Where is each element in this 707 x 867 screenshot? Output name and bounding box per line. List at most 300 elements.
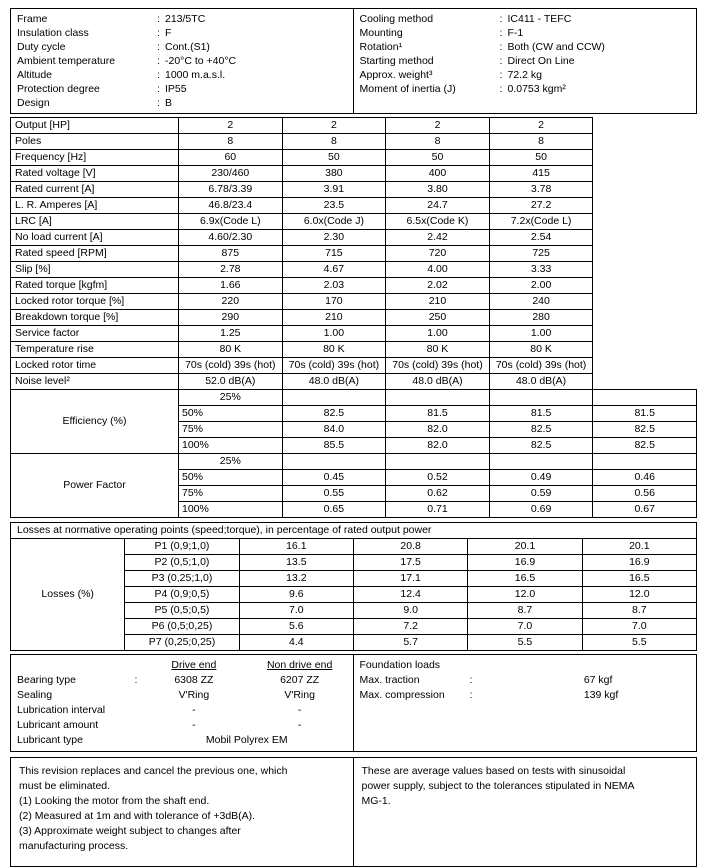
header-separator: : <box>157 13 160 25</box>
row-value: 12.0 <box>468 587 582 603</box>
row-value: 0.69 <box>489 502 593 518</box>
header-separator: : <box>157 55 160 67</box>
row-value: 13.2 <box>239 571 353 587</box>
foundation-row <box>354 688 697 703</box>
header-value: F-1 <box>507 27 524 39</box>
header-label: Frame <box>17 13 48 25</box>
row-label: Frequency [Hz] <box>11 150 179 166</box>
header-separator: : <box>499 69 503 81</box>
table-row <box>11 342 697 358</box>
foundation-row <box>354 703 697 718</box>
row-value: 1.25 <box>179 326 283 342</box>
row-value: 170 <box>282 294 386 310</box>
row-label: Service factor <box>11 326 179 342</box>
header-row <box>11 96 353 110</box>
row-label: Noise level² <box>11 374 179 390</box>
note-line: These are average values based on tests with sinusoidal <box>361 765 626 777</box>
row-value: 13.5 <box>239 555 353 571</box>
header-row <box>11 26 353 40</box>
row-value <box>489 390 593 406</box>
foundation-separator: : <box>469 674 473 686</box>
row-value: 70s (cold) 39s (hot) <box>179 358 283 374</box>
row-value: 6.78/3.39 <box>179 182 283 198</box>
row-value: 0.46 <box>593 470 697 486</box>
row-value: 2.02 <box>386 278 490 294</box>
row-value: 20.1 <box>582 539 696 555</box>
row-value: 2 <box>282 118 386 134</box>
row-value: 1.66 <box>179 278 283 294</box>
foundation-loads <box>354 655 697 751</box>
header-block <box>10 8 697 114</box>
foundation-row <box>354 673 697 688</box>
row-value: 5.5 <box>468 635 582 651</box>
header-row <box>354 82 697 96</box>
table-row <box>11 278 697 294</box>
row-value: 0.67 <box>593 502 697 518</box>
header-separator: : <box>499 55 503 67</box>
losses-point: P6 (0,5;0,25) <box>125 619 239 635</box>
row-value: 3.91 <box>282 182 386 198</box>
note-line: (2) Measured at 1m and with tolerance of +3dB(A). <box>19 810 256 822</box>
row-value: 50 <box>489 150 593 166</box>
row-value: 48.0 dB(A) <box>386 374 490 390</box>
row-value: 720 <box>386 246 490 262</box>
header-spacer <box>354 96 697 110</box>
row-value: 8 <box>179 134 283 150</box>
row-label: Rated torque [kgfm] <box>11 278 179 294</box>
bearings-label: Lubricant amount <box>17 719 99 731</box>
bearings-row <box>11 703 353 718</box>
table-row <box>11 374 697 390</box>
row-value: 12.4 <box>353 587 467 603</box>
row-value: 52.0 dB(A) <box>179 374 283 390</box>
row-value: 80 K <box>179 342 283 358</box>
header-separator: : <box>157 69 160 81</box>
row-value: 80 K <box>282 342 386 358</box>
bearings-label: Lubrication interval <box>17 704 106 716</box>
row-label: Breakdown torque [%] <box>11 310 179 326</box>
row-value: 0.65 <box>282 502 386 518</box>
header-row <box>354 54 697 68</box>
table-row <box>11 358 697 374</box>
table-row <box>11 134 697 150</box>
row-value: 4.4 <box>239 635 353 651</box>
header-value: B <box>165 97 173 109</box>
row-value: 2.00 <box>489 278 593 294</box>
header-label: Duty cycle <box>17 41 66 53</box>
row-value: 12.0 <box>582 587 696 603</box>
row-value: 6.9x(Code L) <box>179 214 283 230</box>
row-value: 80 K <box>489 342 593 358</box>
foundation-title: Foundation loads <box>359 659 441 671</box>
bearings-nondrive-value: 6207 ZZ <box>280 674 320 686</box>
row-value: 7.0 <box>582 619 696 635</box>
row-value: 46.8/23.4 <box>179 198 283 214</box>
table-row <box>11 246 697 262</box>
table-row <box>11 214 697 230</box>
row-value: 210 <box>386 294 490 310</box>
losses-point: P5 (0,5;0,5) <box>125 603 239 619</box>
row-value: 875 <box>179 246 283 262</box>
bearings-label: Sealing <box>17 689 53 701</box>
header-row <box>11 40 353 54</box>
row-label: Slip [%] <box>11 262 179 278</box>
row-value: 48.0 dB(A) <box>489 374 593 390</box>
row-value: 0.62 <box>386 486 490 502</box>
table-row <box>11 262 697 278</box>
column-header-drive-end: Drive end <box>171 659 217 671</box>
efficiency-percent: 25% <box>179 390 283 406</box>
row-label: Rated current [A] <box>11 182 179 198</box>
note-line: This revision replaces and cancel the previous one, which <box>19 765 288 777</box>
row-value: 5.7 <box>353 635 467 651</box>
row-value: 9.6 <box>239 587 353 603</box>
row-value: 220 <box>179 294 283 310</box>
power-factor-percent: 100% <box>179 502 283 518</box>
efficiency-percent: 100% <box>179 438 283 454</box>
row-value: 81.5 <box>489 406 593 422</box>
row-value: 7.0 <box>468 619 582 635</box>
row-label: Temperature rise <box>11 342 179 358</box>
header-value: 72.2 kg <box>507 69 542 81</box>
foundation-label: Max. compression <box>359 689 445 701</box>
note-line: must be eliminated. <box>19 780 111 792</box>
table-row <box>11 230 697 246</box>
header-value: -20°C to +40°C <box>165 55 237 67</box>
header-row <box>354 96 697 110</box>
losses-title: Losses at normative operating points (speed;torque), in percentage of rated output power <box>11 523 697 539</box>
bearings-drive-value: - <box>192 704 196 716</box>
efficiency-percent: 50% <box>179 406 283 422</box>
foundation-label: Max. traction <box>359 674 420 686</box>
header-separator: : <box>499 13 503 25</box>
table-row <box>11 523 697 539</box>
bearings-separator <box>131 733 141 748</box>
row-value: 290 <box>179 310 283 326</box>
row-value: 82.0 <box>386 438 490 454</box>
foundation-title-row <box>354 658 697 673</box>
note-line: (1) Looking the motor from the shaft end. <box>19 795 210 807</box>
row-label: Locked rotor time <box>11 358 179 374</box>
header-row <box>354 68 697 82</box>
bearings-separator <box>131 718 141 733</box>
notes-right <box>354 758 697 866</box>
note-line: manufacturing process. <box>19 840 129 852</box>
header-row <box>11 82 353 96</box>
row-label: Rated speed [RPM] <box>11 246 179 262</box>
header-label: Moment of inertia (J) <box>359 83 456 95</box>
row-value: 17.5 <box>353 555 467 571</box>
bearings-label: Bearing type <box>17 674 76 686</box>
header-label: Ambient temperature <box>17 55 116 67</box>
row-value: 210 <box>282 310 386 326</box>
foundation-spacer <box>354 718 697 733</box>
note-line: MG-1. <box>361 795 391 807</box>
row-value: 7.2 <box>353 619 467 635</box>
bearings-nondrive-value: V'Ring <box>284 689 315 701</box>
header-label: Cooling method <box>359 13 434 25</box>
table-row <box>11 326 697 342</box>
row-value: 4.60/2.30 <box>179 230 283 246</box>
table-row <box>11 390 697 406</box>
foundation-value: 139 kgf <box>583 689 619 701</box>
bearings-drive-value: 6308 ZZ <box>174 674 214 686</box>
bearings-left <box>11 655 354 751</box>
row-value: 82.5 <box>282 406 386 422</box>
row-value: 4.67 <box>282 262 386 278</box>
losses-point: P1 (0,9;1,0) <box>125 539 239 555</box>
row-value: 715 <box>282 246 386 262</box>
row-value: 2.78 <box>179 262 283 278</box>
losses-point: P7 (0,25;0,25) <box>125 635 239 651</box>
foundation-separator: : <box>469 689 473 701</box>
row-value: 23.5 <box>282 198 386 214</box>
header-row <box>354 26 697 40</box>
header-row <box>11 54 353 68</box>
table-row <box>11 166 697 182</box>
row-value: 725 <box>489 246 593 262</box>
row-value: 3.33 <box>489 262 593 278</box>
row-value: 16.9 <box>582 555 696 571</box>
row-value: 3.78 <box>489 182 593 198</box>
table-row <box>11 294 697 310</box>
power-factor-group-label: Power Factor <box>11 454 179 518</box>
row-value: 48.0 dB(A) <box>282 374 386 390</box>
row-value: 6.0x(Code J) <box>282 214 386 230</box>
note-line: (3) Approximate weight subject to changes after <box>19 825 241 837</box>
row-value: 27.2 <box>489 198 593 214</box>
bearings-label: Lubricant type <box>17 734 83 746</box>
row-value: 50 <box>282 150 386 166</box>
row-label: Locked rotor torque [%] <box>11 294 179 310</box>
header-label: Protection degree <box>17 83 100 95</box>
foundation-spacer <box>354 733 697 748</box>
row-value: 82.5 <box>593 422 697 438</box>
row-value: 0.45 <box>282 470 386 486</box>
row-value: 0.49 <box>489 470 593 486</box>
row-value: 20.1 <box>468 539 582 555</box>
header-label: Approx. weight³ <box>359 69 433 81</box>
row-value: 2.42 <box>386 230 490 246</box>
efficiency-group-label: Efficiency (%) <box>11 390 179 454</box>
losses-point: P2 (0,5;1,0) <box>125 555 239 571</box>
row-value: 2.54 <box>489 230 593 246</box>
row-value: 70s (cold) 39s (hot) <box>386 358 490 374</box>
bearings-separator <box>131 703 141 718</box>
header-separator: : <box>157 41 160 53</box>
header-value: Both (CW and CCW) <box>507 41 605 53</box>
row-value: 1.00 <box>489 326 593 342</box>
power-factor-percent: 75% <box>179 486 283 502</box>
row-value: 16.5 <box>582 571 696 587</box>
row-value: 50 <box>386 150 490 166</box>
header-value: 0.0753 kgm² <box>507 83 566 95</box>
row-value: 8.7 <box>468 603 582 619</box>
row-label: Rated voltage [V] <box>11 166 179 182</box>
table-row <box>11 539 697 555</box>
header-label: Design <box>17 97 50 109</box>
efficiency-percent: 75% <box>179 422 283 438</box>
row-value: 16.5 <box>468 571 582 587</box>
row-value: 20.8 <box>353 539 467 555</box>
header-left-column <box>11 9 354 113</box>
row-label: No load current [A] <box>11 230 179 246</box>
header-separator: : <box>157 27 160 39</box>
bearings-row <box>11 718 353 733</box>
losses-point: P3 (0,25;1,0) <box>125 571 239 587</box>
header-separator: : <box>499 83 503 95</box>
power-factor-percent: 50% <box>179 470 283 486</box>
row-value: 70s (cold) 39s (hot) <box>282 358 386 374</box>
header-separator: : <box>157 83 160 95</box>
row-value: 60 <box>179 150 283 166</box>
row-value <box>386 454 490 470</box>
header-separator: : <box>157 97 160 109</box>
header-separator: : <box>499 41 503 53</box>
header-value: IP55 <box>165 83 187 95</box>
table-row <box>11 118 697 134</box>
foundation-row <box>354 718 697 733</box>
notes-left <box>11 758 354 866</box>
header-label: Insulation class <box>17 27 89 39</box>
row-value: 1.00 <box>282 326 386 342</box>
bearings-row <box>11 688 353 703</box>
row-value <box>593 454 697 470</box>
foundation-row <box>354 733 697 748</box>
row-label: Poles <box>11 134 179 150</box>
row-value: 80 K <box>386 342 490 358</box>
row-value: 7.0 <box>239 603 353 619</box>
bearings-header-row <box>11 658 353 673</box>
row-value: 2 <box>386 118 490 134</box>
foundation-value: 67 kgf <box>583 674 613 686</box>
row-value: 5.5 <box>582 635 696 651</box>
row-value: 2 <box>489 118 593 134</box>
row-value: 380 <box>282 166 386 182</box>
losses-table <box>10 522 697 651</box>
row-value: 8.7 <box>582 603 696 619</box>
table-row <box>11 150 697 166</box>
header-row <box>11 68 353 82</box>
bearings-drive-value: V'Ring <box>178 689 210 701</box>
row-value: 250 <box>386 310 490 326</box>
row-value <box>386 390 490 406</box>
header-separator: : <box>499 27 503 39</box>
row-value: 0.59 <box>489 486 593 502</box>
row-value: 230/460 <box>179 166 283 182</box>
header-value: 213/5TC <box>165 13 206 25</box>
header-label: Mounting <box>359 27 403 39</box>
bearings-header-spacer2 <box>131 658 141 673</box>
losses-group-label: Losses (%) <box>11 539 125 651</box>
row-value: 7.2x(Code L) <box>489 214 593 230</box>
losses-point: P4 (0,9;0,5) <box>125 587 239 603</box>
header-value: Cont.(S1) <box>165 41 210 53</box>
bearings-drive-value: - <box>192 719 196 731</box>
row-label: L. R. Amperes [A] <box>11 198 179 214</box>
row-value: 17.1 <box>353 571 467 587</box>
bearings-block <box>10 654 697 752</box>
row-value: 81.5 <box>386 406 490 422</box>
header-label: Altitude <box>17 69 53 81</box>
notes-block <box>10 757 697 867</box>
header-value: IC411 - TEFC <box>507 13 572 25</box>
row-value <box>593 390 697 406</box>
row-value: 1.00 <box>386 326 490 342</box>
header-row <box>354 12 697 26</box>
row-value: 85.5 <box>282 438 386 454</box>
row-value: 82.5 <box>489 438 593 454</box>
row-value: 82.5 <box>489 422 593 438</box>
foundation-spacer <box>354 703 697 718</box>
row-value: 82.5 <box>593 438 697 454</box>
row-value: 0.71 <box>386 502 490 518</box>
row-value: 81.5 <box>593 406 697 422</box>
row-value: 0.55 <box>282 486 386 502</box>
header-row <box>11 12 353 26</box>
table-row <box>11 454 697 470</box>
header-label: Starting method <box>359 55 434 67</box>
row-value: 240 <box>489 294 593 310</box>
row-value: 16.1 <box>239 539 353 555</box>
row-value <box>282 390 386 406</box>
row-value: 70s (cold) 39s (hot) <box>489 358 593 374</box>
table-row <box>11 310 697 326</box>
row-value <box>282 454 386 470</box>
row-value: 8 <box>282 134 386 150</box>
bearings-separator: : <box>134 674 138 686</box>
row-value: 3.80 <box>386 182 490 198</box>
header-right-column <box>354 9 697 113</box>
row-value <box>489 454 593 470</box>
row-value: 16.9 <box>468 555 582 571</box>
row-value: 5.6 <box>239 619 353 635</box>
row-value: 280 <box>489 310 593 326</box>
row-value: 8 <box>386 134 490 150</box>
row-value: 0.52 <box>386 470 490 486</box>
header-label: Rotation¹ <box>359 41 403 53</box>
header-value: F <box>165 27 172 39</box>
bearings-nondrive-value: - <box>297 719 302 731</box>
power-factor-percent: 25% <box>179 454 283 470</box>
row-value: 2.03 <box>282 278 386 294</box>
header-value: 1000 m.a.s.l. <box>165 69 226 81</box>
row-label: Output [HP] <box>11 118 179 134</box>
row-value: 0.56 <box>593 486 697 502</box>
bearings-row <box>11 733 353 748</box>
row-value: 400 <box>386 166 490 182</box>
bearings-header-spacer <box>11 658 131 673</box>
header-value: Direct On Line <box>507 55 575 67</box>
row-value: 24.7 <box>386 198 490 214</box>
row-value: 2.30 <box>282 230 386 246</box>
row-value: 4.00 <box>386 262 490 278</box>
column-header-non-drive-end: Non drive end <box>266 659 333 671</box>
row-value: 84.0 <box>282 422 386 438</box>
row-value: 82.0 <box>386 422 490 438</box>
row-value: 6.5x(Code K) <box>386 214 490 230</box>
row-value: 9.0 <box>353 603 467 619</box>
bearings-separator <box>131 688 141 703</box>
ratings-table <box>10 117 697 518</box>
bearings-row <box>11 673 353 688</box>
row-label: LRC [A] <box>11 214 179 230</box>
row-value: 415 <box>489 166 593 182</box>
table-row <box>11 182 697 198</box>
table-row <box>11 198 697 214</box>
bearings-lubricant-type-value: Mobil Polyrex EM <box>205 734 288 746</box>
row-value: 2 <box>179 118 283 134</box>
